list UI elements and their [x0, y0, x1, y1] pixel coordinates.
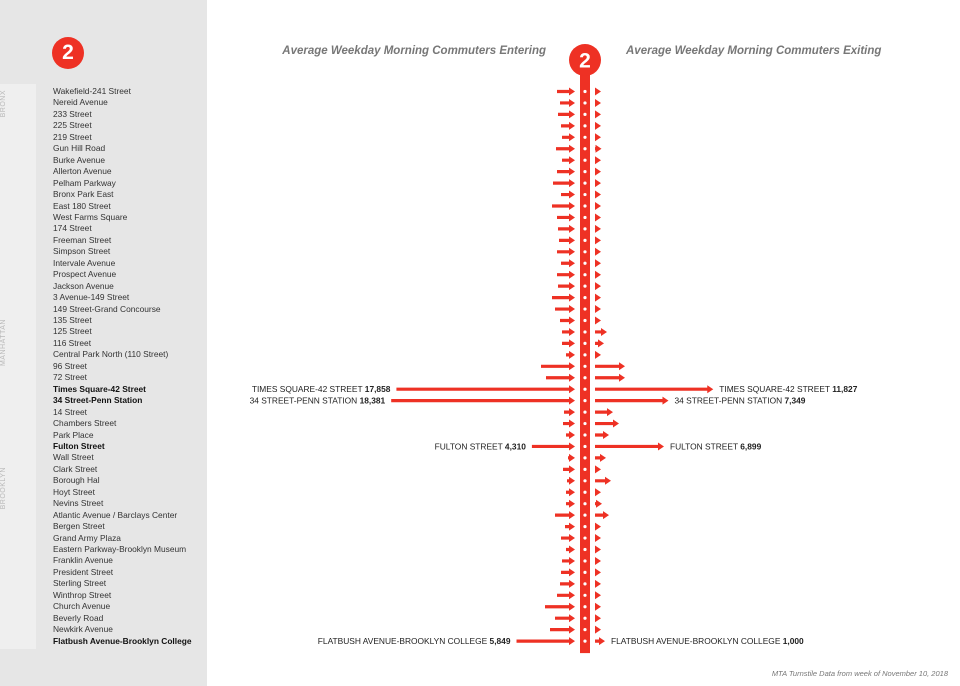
exiting-arrow	[595, 557, 601, 565]
entering-value-label: FULTON STREET 4,310	[434, 441, 526, 452]
entering-arrow	[561, 191, 575, 199]
station-stop-dot	[583, 296, 586, 299]
station-name: Flatbush Avenue-Brooklyn College	[53, 635, 192, 646]
station-stop-dot	[583, 571, 586, 574]
station-name: Allerton Avenue	[53, 166, 112, 177]
exiting-arrow	[595, 603, 601, 611]
station-stop-dot	[583, 147, 586, 150]
station-name: Newkirk Avenue	[53, 624, 113, 635]
entering-arrow	[550, 626, 575, 634]
exiting-arrow	[595, 511, 609, 519]
entering-arrow	[517, 637, 575, 645]
exiting-arrow	[595, 328, 607, 336]
station-name: Eastern Parkway-Brooklyn Museum	[53, 544, 187, 554]
exiting-arrow	[595, 213, 601, 221]
exiting-arrow	[595, 88, 601, 96]
station-stop-dot	[583, 399, 586, 402]
entering-arrow	[391, 397, 575, 405]
entering-arrow	[568, 454, 575, 462]
entering-arrow	[563, 420, 575, 428]
entering-arrow	[562, 328, 575, 336]
exiting-arrow	[595, 110, 601, 118]
exiting-arrow	[595, 397, 668, 405]
station-stop-dot	[583, 227, 586, 230]
exiting-arrow	[595, 454, 606, 462]
entering-arrow	[561, 122, 575, 130]
station-stop-dot	[583, 514, 586, 517]
station-name: Wall Street	[53, 452, 94, 463]
station-stop-dot	[583, 182, 586, 185]
entering-arrow	[555, 511, 575, 519]
station-name: 225 Street	[53, 120, 92, 131]
station-name: Freeman Street	[53, 234, 112, 245]
exiting-value-label: TIMES SQUARE-42 STREET 11,827	[719, 384, 858, 395]
entering-arrow	[566, 488, 575, 496]
entering-arrow	[552, 294, 575, 302]
entering-arrow	[566, 546, 575, 554]
station-name: Winthrop Street	[53, 589, 112, 600]
station-name: Nevins Street	[53, 498, 104, 509]
station-name: Chambers Street	[53, 418, 117, 429]
station-name: Fulton Street	[53, 440, 105, 451]
station-stop-dot	[583, 456, 586, 459]
station-name: 72 Street	[53, 372, 87, 383]
station-name: 125 Street	[53, 326, 92, 337]
entering-arrow	[557, 88, 575, 96]
station-stop-dot	[583, 204, 586, 207]
station-name: Bronx Park East	[53, 189, 114, 200]
station-name: Sterling Street	[53, 578, 107, 589]
station-stop-dot	[583, 422, 586, 425]
entering-arrow	[557, 591, 575, 599]
exiting-arrow	[595, 580, 601, 588]
station-name: 233 Street	[53, 108, 92, 119]
station-stop-dot	[583, 582, 586, 585]
station-name: 3 Avenue-149 Street	[53, 292, 130, 303]
exiting-arrow	[595, 626, 601, 634]
entering-arrow	[566, 500, 575, 508]
exiting-arrow	[595, 282, 601, 290]
exiting-arrow	[595, 99, 601, 107]
station-stop-dot	[583, 525, 586, 528]
station-stop-dot	[583, 239, 586, 242]
exiting-arrow	[595, 156, 601, 164]
station-stop-dot	[583, 193, 586, 196]
exiting-arrow	[595, 500, 602, 508]
entering-arrow	[557, 168, 575, 176]
entering-arrow	[567, 477, 575, 485]
route-line	[580, 62, 590, 653]
entering-arrow	[562, 156, 575, 164]
station-stop-dot	[583, 170, 586, 173]
station-stop-dot	[583, 124, 586, 127]
exiting-arrow	[595, 477, 611, 485]
station-stop-dot	[583, 536, 586, 539]
exiting-arrow	[595, 637, 605, 645]
station-name: Borough Hal	[53, 475, 100, 486]
station-name: Central Park North (110 Street)	[53, 349, 169, 360]
exiting-arrow	[595, 168, 601, 176]
station-stop-dot	[583, 594, 586, 597]
entering-arrow	[561, 534, 575, 542]
station-name: Prospect Avenue	[53, 269, 117, 280]
station-name: 96 Street	[53, 360, 87, 371]
station-name: Park Place	[53, 429, 94, 440]
station-name: Clark Street	[53, 463, 98, 474]
entering-arrow	[563, 465, 575, 473]
route-line-bullet-label: 2	[579, 49, 591, 73]
exiting-arrow	[595, 236, 601, 244]
exiting-arrow	[595, 546, 601, 554]
exiting-arrow	[595, 362, 625, 370]
station-name: 34 Street-Penn Station	[53, 395, 143, 406]
station-stop-dot	[583, 479, 586, 482]
entering-arrow	[557, 271, 575, 279]
entering-arrow	[560, 99, 575, 107]
station-name: Nereid Avenue	[53, 97, 108, 108]
entering-arrow	[555, 305, 575, 313]
entering-arrow	[562, 133, 575, 141]
exiting-value-label: FLATBUSH AVENUE-BROOKLYN COLLEGE 1,000	[611, 636, 804, 647]
entering-arrow	[560, 580, 575, 588]
station-name: President Street	[53, 566, 114, 577]
exiting-arrow	[595, 591, 601, 599]
station-stop-dot	[583, 628, 586, 631]
entering-arrow	[558, 282, 575, 290]
entering-arrow	[532, 442, 575, 450]
exiting-arrow	[595, 534, 601, 542]
station-stop-dot	[583, 113, 586, 116]
exiting-arrow	[595, 122, 601, 130]
borough-label: MANHATTAN	[0, 318, 7, 366]
station-stop-dot	[583, 640, 586, 643]
borough-label: BRONX	[0, 89, 7, 117]
station-stop-dot	[583, 491, 586, 494]
exiting-heading: Average Weekday Morning Commuters Exiting	[626, 45, 882, 57]
station-stop-dot	[583, 330, 586, 333]
exiting-arrow	[595, 259, 601, 267]
entering-arrow	[545, 603, 575, 611]
station-name: Wakefield-241 Street	[53, 86, 131, 96]
entering-arrow	[396, 385, 575, 393]
exiting-arrow	[595, 317, 601, 325]
entering-arrow	[566, 351, 575, 359]
station-name: 149 Street-Grand Concourse	[53, 303, 161, 314]
station-stop-dot	[583, 433, 586, 436]
entering-arrow	[557, 213, 575, 221]
station-name: Intervale Avenue	[53, 257, 116, 268]
exiting-arrow	[595, 523, 601, 531]
station-stop-dot	[583, 411, 586, 414]
exiting-arrow	[595, 442, 664, 450]
station-name: 14 Street	[53, 406, 87, 417]
station-name: Atlantic Avenue / Barclays Center	[53, 509, 178, 520]
station-name: Grand Army Plaza	[53, 532, 121, 543]
exiting-arrow	[595, 614, 601, 622]
station-stop-dot	[583, 468, 586, 471]
station-stop-dot	[583, 388, 586, 391]
exiting-arrow	[595, 351, 601, 359]
station-stop-dot	[583, 445, 586, 448]
station-stop-dot	[583, 353, 586, 356]
station-stop-dot	[583, 250, 586, 253]
station-name: Franklin Avenue	[53, 555, 113, 566]
station-stop-dot	[583, 319, 586, 322]
entering-arrow	[558, 110, 575, 118]
station-name: West Farms Square	[53, 211, 128, 222]
data-source-note: MTA Turnstile Data from week of November 10, 2018	[771, 669, 948, 678]
entering-arrow	[555, 614, 575, 622]
exiting-arrow	[595, 385, 713, 393]
entering-arrow	[565, 523, 575, 531]
exiting-arrow	[595, 568, 601, 576]
entering-arrow	[553, 179, 575, 187]
station-stop-dot	[583, 605, 586, 608]
station-name: Bergen Street	[53, 521, 105, 532]
entering-heading: Average Weekday Morning Commuters Entering	[282, 45, 546, 57]
exiting-arrow	[595, 294, 601, 302]
exiting-arrow	[595, 305, 601, 313]
exiting-arrow	[595, 431, 609, 439]
station-name: Simpson Street	[53, 246, 111, 257]
entering-arrow	[562, 339, 575, 347]
exiting-arrow	[595, 339, 604, 347]
entering-arrow	[561, 568, 575, 576]
exiting-arrow	[595, 145, 602, 153]
station-name: Pelham Parkway	[53, 177, 116, 188]
entering-arrow	[546, 374, 575, 382]
exiting-value-label: FULTON STREET 6,899	[669, 441, 762, 452]
station-stop-dot	[583, 342, 586, 345]
exiting-arrow	[595, 271, 601, 279]
borough-label: BROOKLYN	[0, 467, 7, 510]
entering-arrow	[564, 408, 575, 416]
station-stop-dot	[583, 617, 586, 620]
entering-arrow	[556, 145, 575, 153]
exiting-arrow	[595, 465, 601, 473]
station-name: 174 Street	[53, 223, 92, 234]
exiting-arrow	[595, 420, 619, 428]
station-stop-dot	[583, 273, 586, 276]
station-stop-dot	[583, 307, 586, 310]
entering-arrow	[560, 317, 575, 325]
station-name: Burke Avenue	[53, 154, 105, 165]
station-name: Gun Hill Road	[53, 143, 106, 154]
station-name: Times Square-42 Street	[53, 383, 146, 394]
route-2-bullet: 2	[52, 37, 84, 69]
station-stop-dot	[583, 502, 586, 505]
entering-arrow	[559, 236, 575, 244]
station-name: Jackson Avenue	[53, 280, 114, 291]
station-name: Beverly Road	[53, 612, 104, 623]
station-stop-dot	[583, 101, 586, 104]
station-stop-dot	[583, 262, 586, 265]
station-name: 219 Street	[53, 131, 92, 142]
exiting-arrow	[595, 408, 613, 416]
exiting-arrow	[595, 202, 601, 210]
entering-arrow	[558, 225, 575, 233]
exiting-arrow	[595, 374, 625, 382]
entering-value-label: FLATBUSH AVENUE-BROOKLYN COLLEGE 5,849	[317, 636, 511, 647]
exiting-arrow	[595, 248, 601, 256]
entering-value-label: TIMES SQUARE-42 STREET 17,858	[251, 384, 391, 395]
exiting-arrow	[595, 488, 601, 496]
exiting-arrow	[595, 179, 601, 187]
entering-arrow	[562, 557, 575, 565]
exiting-arrow	[595, 191, 601, 199]
station-stop-dot	[583, 216, 586, 219]
station-name: 116 Street	[53, 337, 92, 348]
entering-arrow	[552, 202, 575, 210]
station-stop-dot	[583, 285, 586, 288]
entering-arrow	[541, 362, 575, 370]
station-name: Church Avenue	[53, 601, 111, 612]
entering-arrow	[566, 431, 575, 439]
station-stop-dot	[583, 136, 586, 139]
exiting-arrow	[595, 133, 601, 141]
station-stop-dot	[583, 159, 586, 162]
entering-arrow	[557, 248, 575, 256]
entering-value-label: 34 STREET-PENN STATION 18,381	[249, 395, 386, 406]
entering-arrow	[561, 259, 575, 267]
station-stop-dot	[583, 559, 586, 562]
station-name: East 180 Street	[53, 200, 111, 211]
station-stop-dot	[583, 548, 586, 551]
station-stop-dot	[583, 365, 586, 368]
station-stop-dot	[583, 376, 586, 379]
station-name: 135 Street	[53, 315, 92, 325]
station-name: Hoyt Street	[53, 486, 95, 497]
station-stop-dot	[583, 90, 586, 93]
exiting-value-label: 34 STREET-PENN STATION 7,349	[674, 395, 806, 406]
exiting-arrow	[595, 225, 601, 233]
